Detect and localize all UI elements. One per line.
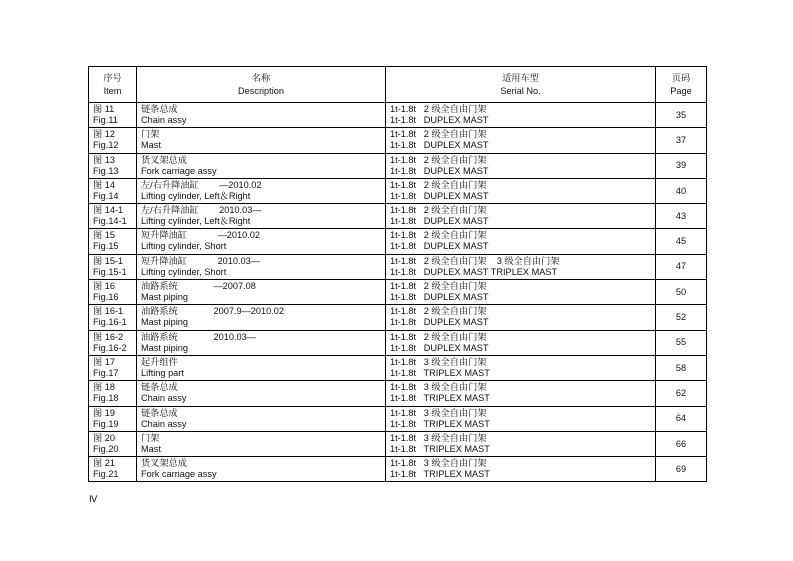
table-row xyxy=(89,178,707,203)
serial-line-1: 1t-1.8t 2 级全自由门架 xyxy=(390,281,487,292)
serial-line-1: 1t-1.8t 2 级全自由门架 xyxy=(390,179,487,190)
serial-cell xyxy=(386,406,656,431)
item-cn: 图 13 xyxy=(93,154,115,165)
description-cn: 门架 xyxy=(141,129,160,140)
header-description-cn: 名称 xyxy=(251,73,271,83)
item-en: Fig.16 xyxy=(93,292,119,303)
description-cn: 链条总成 xyxy=(141,382,178,393)
serial-line-2: 1t-1.8t DUPLEX MAST xyxy=(390,115,489,125)
item-cn: 图 16-2 xyxy=(93,331,124,342)
item-en: Fig.16-2 xyxy=(93,342,127,353)
page-cell: 47 xyxy=(656,254,707,279)
description-cell xyxy=(137,103,386,128)
item-cell xyxy=(89,153,137,178)
description-cn: 货叉架总成 xyxy=(141,154,187,165)
header-description-en: Description xyxy=(238,86,284,96)
serial-line-1: 1t-1.8t 3 级全自由门架 xyxy=(390,458,487,469)
description-cell xyxy=(137,254,386,279)
item-cell xyxy=(89,406,137,431)
table-row xyxy=(89,254,707,279)
page-cell: 62 xyxy=(656,381,707,406)
serial-line-1: 1t-1.8t 2 级全自由门架 xyxy=(390,230,487,241)
page-number: Ⅳ xyxy=(89,494,98,504)
description-en: Mast piping xyxy=(141,317,188,328)
header-serial-cn: 适用车型 xyxy=(502,73,539,83)
item-en: Fig.11 xyxy=(93,115,118,125)
description-cn: 左/右升降油缸 2010.03— xyxy=(141,205,262,216)
item-cell xyxy=(89,431,137,456)
item-en: Fig.20 xyxy=(93,443,119,454)
description-cell xyxy=(137,305,386,330)
serial-cell xyxy=(386,457,656,482)
description-cell xyxy=(137,204,386,229)
item-cn: 图 17 xyxy=(93,356,115,367)
description-en: Mast piping xyxy=(141,342,188,353)
item-cn: 图 20 xyxy=(93,432,115,443)
serial-line-2: 1t-1.8t TRIPLEX MAST xyxy=(390,393,490,404)
serial-line-1: 1t-1.8t 3 级全自由门架 xyxy=(390,407,487,418)
description-cell xyxy=(137,280,386,305)
serial-line-2: 1t-1.8t DUPLEX MAST xyxy=(390,241,489,252)
description-cell xyxy=(137,229,386,254)
serial-cell xyxy=(386,103,656,128)
serial-cell xyxy=(386,178,656,203)
item-cell xyxy=(89,330,137,355)
serial-line-1: 1t-1.8t 3 级全自由门架 xyxy=(390,382,487,393)
item-cell xyxy=(89,305,137,330)
description-cn: 左/右升降油缸 —2010.02 xyxy=(141,179,262,190)
header-description xyxy=(137,67,386,103)
item-cn: 图 19 xyxy=(93,407,115,418)
serial-cell xyxy=(386,128,656,153)
item-cn: 图 18 xyxy=(93,382,115,393)
page-cell: 66 xyxy=(656,431,707,456)
description-en: Fork carriage assy xyxy=(141,469,217,480)
serial-line-2: 1t-1.8t DUPLEX MAST xyxy=(390,317,489,328)
table-row xyxy=(89,128,707,153)
serial-line-1: 1t-1.8t 2 级全自由门架 3 级全自由门架 xyxy=(390,255,560,266)
page-cell: 50 xyxy=(656,280,707,305)
serial-line-2: 1t-1.8t TRIPLEX MAST xyxy=(390,469,490,480)
description-cn: 链条总成 xyxy=(141,104,178,114)
item-en: Fig.19 xyxy=(93,418,119,429)
description-en: Lifting cylinder, Left＆Right xyxy=(141,190,251,201)
description-cn: 油路系统 —2007.08 xyxy=(141,281,256,292)
description-cn: 短升降油缸 —2010.02 xyxy=(141,230,260,241)
page-cell: 40 xyxy=(656,178,707,203)
item-cn: 图 14-1 xyxy=(93,205,124,216)
description-en: Fork carriage assy xyxy=(141,165,217,176)
table-row xyxy=(89,280,707,305)
item-en: Fig.13 xyxy=(93,165,119,176)
description-cn: 短升降油缸 2010.03— xyxy=(141,255,260,266)
page-cell: 43 xyxy=(656,204,707,229)
header-page-en: Page xyxy=(670,86,692,96)
description-cn: 油路系统 2010.03— xyxy=(141,331,256,342)
page-cell: 35 xyxy=(656,103,707,128)
item-en: Fig.14 xyxy=(93,190,119,201)
serial-line-2: 1t-1.8t DUPLEX MAST xyxy=(390,342,489,353)
table-row xyxy=(89,406,707,431)
item-cn: 图 14 xyxy=(93,179,115,190)
serial-cell xyxy=(386,254,656,279)
serial-cell xyxy=(386,381,656,406)
item-cn: 图 15-1 xyxy=(93,255,124,266)
item-cn: 图 15 xyxy=(93,230,115,241)
item-cell xyxy=(89,204,137,229)
item-cn: 图 16 xyxy=(93,281,115,292)
header-item-cn: 序号 xyxy=(103,73,122,83)
item-en: Fig.16-1 xyxy=(93,317,127,328)
serial-line-2: 1t-1.8t DUPLEX MAST xyxy=(390,140,489,151)
serial-line-1: 1t-1.8t 2 级全自由门架 xyxy=(390,154,487,165)
parts-index-table xyxy=(88,66,707,482)
table-row xyxy=(89,355,707,380)
description-cell xyxy=(137,381,386,406)
table-row xyxy=(89,103,707,128)
item-cell xyxy=(89,381,137,406)
description-en: Lifting cylinder, Short xyxy=(141,266,227,277)
serial-line-1: 1t-1.8t 2 级全自由门架 xyxy=(390,104,487,114)
serial-line-1: 1t-1.8t 3 级全自由门架 xyxy=(390,432,487,443)
serial-line-2: 1t-1.8t DUPLEX MAST xyxy=(390,292,489,303)
serial-cell xyxy=(386,280,656,305)
serial-line-2: 1t-1.8t TRIPLEX MAST xyxy=(390,443,490,454)
item-en: Fig.18 xyxy=(93,393,119,404)
description-en: Mast piping xyxy=(141,292,188,303)
item-cell xyxy=(89,229,137,254)
serial-cell xyxy=(386,305,656,330)
page-cell: 58 xyxy=(656,355,707,380)
serial-cell xyxy=(386,355,656,380)
item-cell xyxy=(89,128,137,153)
serial-line-2: 1t-1.8t TRIPLEX MAST xyxy=(390,418,490,429)
description-cn: 起升组件 xyxy=(141,356,178,367)
table-row xyxy=(89,229,707,254)
serial-line-2: 1t-1.8t DUPLEX MAST xyxy=(390,216,489,227)
header-page-cn: 页码 xyxy=(671,73,691,83)
item-cell xyxy=(89,355,137,380)
serial-cell xyxy=(386,153,656,178)
item-en: Fig.21 xyxy=(93,469,119,480)
description-cell xyxy=(137,406,386,431)
description-cell xyxy=(137,457,386,482)
serial-cell xyxy=(386,204,656,229)
serial-line-2: 1t-1.8t DUPLEX MAST xyxy=(390,190,489,201)
table-row xyxy=(89,381,707,406)
description-cell xyxy=(137,330,386,355)
header-item-en: Item xyxy=(103,86,122,96)
table-row xyxy=(89,153,707,178)
serial-cell xyxy=(386,229,656,254)
description-en: Chain assy xyxy=(141,393,187,404)
description-en: Chain assy xyxy=(141,418,187,429)
description-cn: 货叉架总成 xyxy=(141,458,187,469)
item-cell xyxy=(89,457,137,482)
table-row xyxy=(89,431,707,456)
serial-line-2: 1t-1.8t DUPLEX MAST xyxy=(390,165,489,176)
description-cell xyxy=(137,178,386,203)
page-cell: 55 xyxy=(656,330,707,355)
header-item xyxy=(89,67,137,103)
description-cell xyxy=(137,153,386,178)
header-serial-en: Serial No. xyxy=(500,86,541,96)
description-en: Mast xyxy=(141,443,161,454)
description-cell xyxy=(137,128,386,153)
table-row xyxy=(89,330,707,355)
item-cell xyxy=(89,280,137,305)
description-cell xyxy=(137,355,386,380)
description-cell xyxy=(137,431,386,456)
description-en: Lifting cylinder, Left＆Right xyxy=(141,216,251,227)
item-cn: 图 16-1 xyxy=(93,306,124,317)
table-row xyxy=(89,457,707,482)
serial-line-1: 1t-1.8t 3 级全自由门架 xyxy=(390,356,487,367)
serial-cell xyxy=(386,431,656,456)
item-en: Fig.14-1 xyxy=(93,216,127,227)
serial-line-1: 1t-1.8t 2 级全自由门架 xyxy=(390,129,487,140)
table-header xyxy=(89,67,707,103)
table-row xyxy=(89,305,707,330)
header-serial xyxy=(386,67,656,103)
item-en: Fig.15 xyxy=(93,241,119,252)
item-cn: 图 21 xyxy=(93,458,115,469)
item-cell xyxy=(89,103,137,128)
description-cn: 链条总成 xyxy=(141,407,178,418)
item-cn: 图 12 xyxy=(93,129,115,140)
description-en: Chain assy xyxy=(141,115,187,125)
item-cell xyxy=(89,178,137,203)
serial-cell xyxy=(386,330,656,355)
item-en: Fig.17 xyxy=(93,367,119,378)
header-page xyxy=(656,67,707,103)
table-body xyxy=(89,103,707,482)
description-en: Lifting cylinder, Short xyxy=(141,241,227,252)
serial-line-1: 1t-1.8t 2 级全自由门架 xyxy=(390,331,487,342)
page-cell: 64 xyxy=(656,406,707,431)
table-row xyxy=(89,204,707,229)
item-en: Fig.12 xyxy=(93,140,119,151)
page-cell: 45 xyxy=(656,229,707,254)
item-cn: 图 11 xyxy=(93,104,115,114)
description-en: Mast xyxy=(141,140,161,151)
page-cell: 39 xyxy=(656,153,707,178)
serial-line-2: 1t-1.8t TRIPLEX MAST xyxy=(390,367,490,378)
page-cell: 69 xyxy=(656,457,707,482)
item-en: Fig.15-1 xyxy=(93,266,127,277)
page-cell: 52 xyxy=(656,305,707,330)
serial-line-1: 1t-1.8t 2 级全自由门架 xyxy=(390,306,487,317)
page-cell: 37 xyxy=(656,128,707,153)
description-en: Lifting part xyxy=(141,367,184,378)
serial-line-1: 1t-1.8t 2 级全自由门架 xyxy=(390,205,487,216)
description-cn: 门架 xyxy=(141,432,160,443)
serial-line-2: 1t-1.8t DUPLEX MAST TRIPLEX MAST xyxy=(390,266,558,277)
item-cell xyxy=(89,254,137,279)
description-cn: 油路系统 2007.9—2010.02 xyxy=(141,306,284,317)
